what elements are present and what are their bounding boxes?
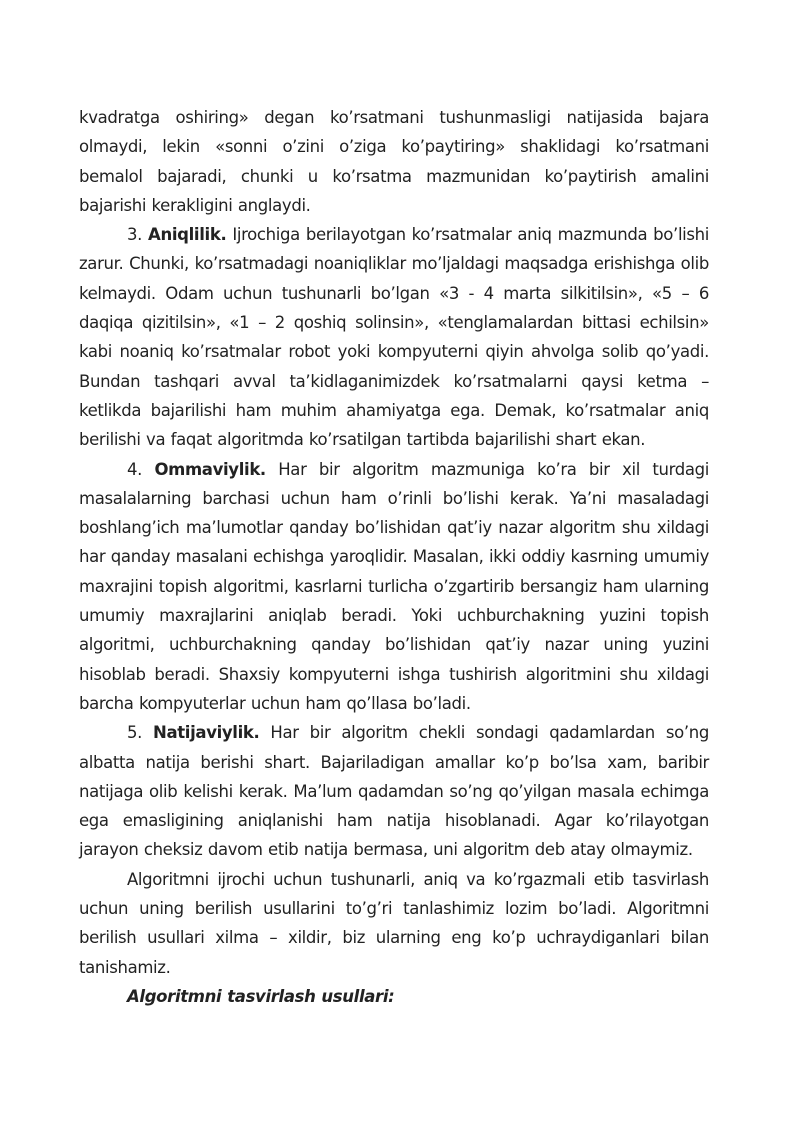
paragraph-text: Ijrochiga berilayotgan ko’rsatmalar aniq mazmunda bo’lishi zarur. Chunki, ko’rsatmadagi noaniqliklar mo’ljaldagi maqsadga erishishga olib kelmaydi. Odam uchun tushunarli bo’lgan «3 - 4 marta silkitilsin», «5 – 6 daqiqa qizitilsin», «1 – 2 qoshiq solinsin», «tenglamalardan bittasi echilsin» kabi noaniq ko’rsatmalar robot yoki kompyuterni qiyin ahvolga solib qo’yadi. Bundan tashqari avval ta’kidlaganimizdek ko’rsatmalarni qaysi ketma – ketlikda bajarilishi ham muhim ahamiyatga ega. Demak, ko’rsatmalar aniq berilishi va faqat algoritmda ko’rsatilgan tartibda bajarilishi shart ekan.	[79, 225, 709, 450]
term-natijaviylik: Natijaviylik.	[153, 723, 260, 743]
paragraph-aniqlilik	[79, 220, 709, 454]
list-number: 4.	[127, 459, 155, 479]
paragraph-ommaviylik	[79, 455, 709, 719]
paragraph-text: kvadratga oshiring» degan ko’rsatmani tushunmasligi natijasida bajara olmaydi, lekin «sonni o’zini o’ziga ko’paytiring» shaklidagi ko’rsatmani bemalol bajaradi, chunki u ko’rsatma mazmunidan ko’paytirish amalini bajarishi kerakligini anglaydi.	[79, 108, 709, 215]
document-page	[79, 103, 709, 1011]
paragraph-text: Algoritmni ijrochi uchun tushunarli, aniq va ko’rgazmali etib tasvirlash uchun uning berilish usullarini to’g’ri tanlashimiz lozim bo’ladi. Algoritmni berilish usullari xilma – xildir, biz ularning eng ko’p uchraydiganlari bilan tanishamiz.	[79, 869, 709, 977]
term-aniqlilik: Aniqlilik.	[148, 225, 227, 245]
list-number: 5.	[127, 723, 154, 743]
paragraph-natijaviylik	[79, 718, 709, 864]
term-ommaviylik: Ommaviylik.	[154, 459, 266, 479]
paragraph-text: Har bir algoritm mazmuniga ko’ra bir xil turdagi masalalarning barchasi uchun ham o’rinli bo’lishi kerak. Ya’ni masaladagi boshlang’ich ma’lumotlar qanday bo’lishidan qat’iy nazar algoritm shu xildagi har qanday masalani echishga yaroqlidir. Masalan, ikki oddiy kasrning umumiy maxrajini topish algoritmi, kasrlarni turlicha o’zgartirib bersangiz ham ularning umumiy maxrajlarini aniqlab beradi. Yoki uchburchakning yuzini topish algoritmi, uchburchakning qanday bo’lishidan qat’iy nazar uning yuzini hisoblab beradi. Shaxsiy kompyuterni ishga tushirish algoritmini shu xildagi barcha kompyuterlar uchun ham qo’llasa bo’ladi.	[79, 459, 709, 713]
section-heading: Algoritmni tasvirlash usullari:	[127, 986, 395, 1006]
paragraph-text: Har bir algoritm chekli sondagi qadamlardan so’ng albatta natija berishi shart. Bajariladigan amallar ko’p bo’lsa xam, baribir natijaga olib kelishi kerak. Ma’lum qadamdan so’ng qo’yilgan masala echimga ega emasligining aniqlanishi ham natija hisoblanadi. Agar ko’rilayotgan jarayon cheksiz davom etib natija bermasa, uni algoritm deb atay olmaymiz.	[79, 723, 709, 860]
list-number: 3.	[127, 225, 149, 245]
paragraph-continuation	[79, 103, 709, 220]
paragraph-summary	[79, 865, 709, 982]
